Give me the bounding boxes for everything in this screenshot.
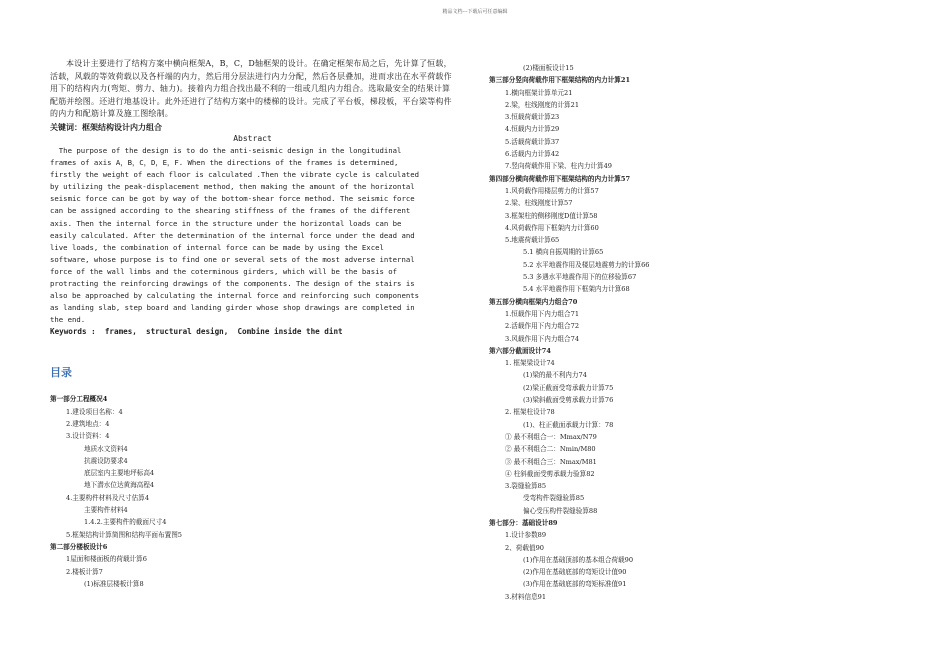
toc-entry-label: 1.4.2.主要构件的截面尺寸4 [84, 518, 167, 527]
toc-entry-label: 5.框架结构计算简图和结构平面布置图5 [66, 530, 182, 539]
toc-entry[interactable] [489, 222, 719, 234]
abstract-line: firstly the weight of each floor is calculated .Then the vibrate cycle is calculated [50, 170, 420, 180]
toc-entry-label: ② 最不利组合二：Nmin/M80 [505, 445, 596, 454]
toc-entry-label: 1.建设项目名称：4 [66, 407, 123, 416]
toc-entry-label: ① 最不利组合一：Mmax/N79 [505, 432, 597, 441]
toc-entry-label: 2.活载作用下内力组合72 [505, 322, 580, 331]
toc-entry[interactable] [50, 406, 455, 418]
toc-entry-label: (2)楼面板设计15 [523, 64, 574, 72]
toc-entry[interactable] [50, 467, 455, 479]
toc-entry[interactable] [489, 160, 719, 172]
right-column [489, 62, 719, 603]
toc-entry[interactable] [489, 443, 719, 455]
toc-entry-label: ③ 最不利组合三：Nmax/M81 [505, 457, 597, 466]
toc-entry-label: 第六部分截面设计74 [489, 346, 551, 355]
toc-entry[interactable] [50, 443, 455, 455]
toc-entry-label: 5.3 多遇水平地震作用下的位移验算67 [523, 273, 637, 282]
toc-entry[interactable] [489, 542, 719, 554]
abstract-title: Abstract [233, 133, 272, 143]
toc-entry-label: 1.风荷载作用楼层剪力的计算57 [505, 186, 599, 195]
abstract-line: The purpose of the design is to do the anti-seismic design in the longitudinal [50, 145, 402, 155]
toc-entry[interactable] [489, 369, 719, 381]
toc-section-heading[interactable] [489, 173, 719, 185]
toc-entry[interactable] [489, 197, 719, 209]
toc-entry-label: 3.裂缝验算85 [505, 482, 547, 491]
chinese-abstract: 本设计主要进行了结构方案中横向框架A，B，C，D轴框架的设计。在确定框架布局之后，先计算了恒载，活载，风载的等效荷载以及各杆端的内力，然后用分层法进行内力分配，然后各层叠加，进而求出在水平荷载作用下的结构内力(弯矩、剪力、轴力)。接着内力组合找出最不利的一组或几组内力组合。选取最安全的结果计算配筋并绘图。还进行地基设计。此外还进行了结构方案中的楼梯的设计。完成了平台板，梯段板，平台梁等构件的内力和配筋计算及施工图绘制。 [50, 59, 452, 119]
toc-entry-label: 5.地震荷载计算65 [505, 236, 560, 245]
toc-entry-label: 4.恒载内力计算29 [505, 125, 560, 134]
toc-entry-label: 底层室内主要地坪标高4 [84, 469, 155, 478]
toc-entry[interactable] [50, 430, 455, 442]
toc-entry[interactable] [50, 566, 455, 578]
toc-entry[interactable] [489, 99, 719, 111]
toc-entry-label: 3.风载作用下内力组合74 [505, 334, 580, 343]
abstract-line: axis. Then the internal force in the structure under the horizontal loads can be [50, 218, 402, 228]
toc-entry-label: (1)、柱正截面承载力计算：78 [523, 420, 614, 429]
toc-entry[interactable] [489, 357, 719, 369]
toc-entry-label: 5.活载荷载计算37 [505, 137, 560, 146]
toc-entry-label: 7.竖向荷载作用下梁、柱内力计算49 [505, 162, 612, 171]
toc-entry[interactable] [489, 123, 719, 135]
toc-entry-label: 2.建筑地点：4 [66, 419, 110, 428]
toc-left-list [50, 393, 455, 590]
toc-entry[interactable] [489, 468, 719, 480]
toc-entry[interactable] [489, 591, 719, 603]
abstract-line: can be assigned according to the shearing stiffness of the frames of the different [50, 206, 411, 216]
toc-entry-label: 第三部分竖向荷载作用下框架结构的内力计算21 [489, 76, 631, 85]
abstract-line: seismic force can be got by way of the bottom-shear force method. The seismic force [50, 194, 415, 204]
toc-entry[interactable] [489, 406, 719, 418]
toc-entry-label: 1. 框架梁设计74 [505, 359, 555, 368]
toc-entry[interactable] [489, 87, 719, 99]
toc-entry-label: (2)作用在基础底部的弯矩设计值90 [523, 568, 627, 577]
chinese-keywords: 关键词：框架结构设计内力组合 [50, 121, 162, 132]
toc-entry[interactable] [489, 185, 719, 197]
toc-entry[interactable] [50, 479, 455, 491]
abstract-line: also be approached by calculating the internal force and reinforcing such components [50, 291, 420, 301]
toc-entry[interactable] [489, 210, 719, 222]
toc-entry-label: 5.4 水平地震作用下框架内力计算68 [523, 285, 630, 294]
left-column [50, 58, 455, 590]
toc-entry-label: 2.楼板计算7 [66, 567, 103, 576]
toc-section-heading[interactable] [489, 74, 719, 86]
abstract-line: force of the wall limbs and the coterminous girders, which will be the basis of [50, 266, 398, 276]
toc-entry-label: 偏心受压构件裂缝验算88 [523, 506, 598, 515]
abstract-line: the end. [50, 315, 86, 325]
toc-entry-label: 2、荷载值90 [505, 543, 544, 552]
toc-entry-label: 1.恒载作用下内力组合71 [505, 309, 580, 318]
toc-entry[interactable] [489, 492, 719, 504]
toc-entry[interactable] [489, 394, 719, 406]
toc-entry[interactable] [489, 259, 719, 271]
toc-entry[interactable] [489, 62, 719, 74]
english-keywords: Keywords : frames, structural design, Combine inside the dint [50, 327, 343, 337]
toc-entry[interactable] [50, 529, 455, 541]
toc-entry[interactable] [489, 234, 719, 246]
toc-entry[interactable] [489, 283, 719, 295]
toc-entry-label: 第五部分横向框架内力组合70 [489, 297, 578, 306]
toc-entry-label: 4.主要构件材料及尺寸估算4 [66, 493, 150, 502]
toc-entry-label: 主要构件材料4 [84, 506, 128, 515]
toc-entry[interactable] [489, 578, 719, 590]
toc-entry-label: 2.梁，柱线刚度的计算21 [505, 100, 580, 109]
toc-entry-label: 1.横向框架计算单元21 [505, 88, 573, 97]
toc-entry-label: 第四部分横向荷载作用下框架结构的内力计算57 [489, 174, 631, 183]
toc-title: 目录 [50, 366, 72, 380]
toc-entry[interactable] [489, 456, 719, 468]
toc-entry[interactable] [489, 136, 719, 148]
toc-entry-label: 2.梁、柱线刚度计算57 [505, 199, 573, 208]
toc-entry-label: 第七部分：基础设计89 [489, 518, 558, 527]
toc-entry[interactable] [489, 308, 719, 320]
toc-entry[interactable] [50, 516, 455, 528]
toc-entry-label: 第二部分楼板设计6 [50, 542, 108, 551]
toc-entry[interactable] [50, 418, 455, 430]
toc-section-heading[interactable] [50, 393, 455, 405]
toc-entry[interactable] [50, 504, 455, 516]
toc-entry[interactable] [489, 271, 719, 283]
abstract-line: live loads, the combination of internal force can be made by using the Excel [50, 242, 384, 252]
toc-entry[interactable] [489, 554, 719, 566]
toc-entry[interactable] [489, 480, 719, 492]
toc-entry-label: (1)梁的最不利内力74 [523, 371, 587, 380]
toc-entry-label: 受弯构件裂缝验算85 [523, 494, 585, 503]
toc-entry-label: 3.恒载荷载计算23 [505, 113, 560, 122]
toc-entry[interactable] [489, 333, 719, 345]
toc-entry[interactable] [489, 529, 719, 541]
toc-entry-label: (3)作用在基础底部的弯矩标准值91 [523, 580, 627, 589]
toc-entry-label: 3.材料信息91 [505, 592, 547, 601]
toc-entry[interactable] [489, 320, 719, 332]
toc-entry-label: (1)作用在基础顶部的基本组合荷载90 [523, 555, 634, 564]
toc-section-heading[interactable] [489, 517, 719, 529]
toc-entry[interactable] [50, 578, 455, 590]
toc-entry-label: 3.设计资料：4 [66, 432, 110, 441]
toc-section-heading[interactable] [489, 345, 719, 357]
abstract-line: software, whose purpose is to find one or several sets of the most adverse internal [50, 254, 415, 264]
toc-entry[interactable] [489, 148, 719, 160]
toc-entry-label: 5.2 水平地震作用及楼层地震剪力的计算66 [523, 260, 650, 269]
toc-right-list [489, 62, 719, 603]
toc-entry-label: 5.1 横向自振周期的计算65 [523, 248, 604, 257]
abstract-line: as landing slab, step board and landing girder whose shop drawings are completed in [50, 303, 415, 313]
toc-entry-label: 1屋面和楼面板的荷载计算6 [66, 555, 147, 564]
toc-entry[interactable] [489, 566, 719, 578]
toc-entry-label: 2. 框架柱设计78 [505, 408, 555, 417]
toc-section-heading[interactable] [489, 296, 719, 308]
page-header: 精品文档---下载后可任意编辑 [442, 9, 508, 15]
toc-entry-label: 地质水文资料4 [84, 444, 128, 453]
toc-entry-label: (2)梁正截面受弯承载力计算75 [523, 383, 614, 392]
toc-entry-label: 1.设计参数89 [505, 531, 547, 540]
toc-entry[interactable] [50, 492, 455, 504]
toc-entry[interactable] [489, 419, 719, 431]
toc-entry-label: 6.活载内力计算42 [505, 150, 560, 159]
toc-entry-label: 3.框架柱的侧移刚度D值计算58 [505, 211, 598, 220]
toc-entry[interactable] [489, 505, 719, 517]
abstract-line: frames of axis A，B，C，D，E，F. When the directions of the frames is determined, [50, 158, 399, 168]
toc-entry-label: 抗震设防要求4 [84, 456, 128, 465]
toc-section-heading[interactable] [50, 541, 455, 553]
toc-entry-label: 地下潜水位达黄海高程4 [84, 481, 155, 490]
abstract-line: easily calculated. After the determination of the internal force under the dead and [50, 230, 415, 240]
toc-entry[interactable] [489, 246, 719, 258]
toc-entry-label: ④ 柱斜截面受剪承载力验算82 [505, 469, 595, 478]
toc-entry[interactable] [489, 431, 719, 443]
toc-entry-label: (1)标准层楼板计算8 [84, 579, 144, 588]
toc-entry-label: (3)梁斜截面受剪承载力计算76 [523, 396, 614, 405]
toc-entry[interactable] [489, 382, 719, 394]
toc-entry[interactable] [50, 553, 455, 565]
toc-entry-label: 第一部分工程概况4 [50, 395, 108, 404]
abstract-line: by utilizing the peak-displacement method, then making the amount of the horizontal [50, 182, 415, 192]
toc-entry[interactable] [50, 455, 455, 467]
english-abstract [50, 145, 455, 326]
toc-entry[interactable] [489, 111, 719, 123]
toc-entry-label: 4.风荷载作用下框架内力计算60 [505, 223, 599, 232]
abstract-line: protracting the reinforcing drawings of the components. The design of the stairs is [50, 279, 415, 288]
